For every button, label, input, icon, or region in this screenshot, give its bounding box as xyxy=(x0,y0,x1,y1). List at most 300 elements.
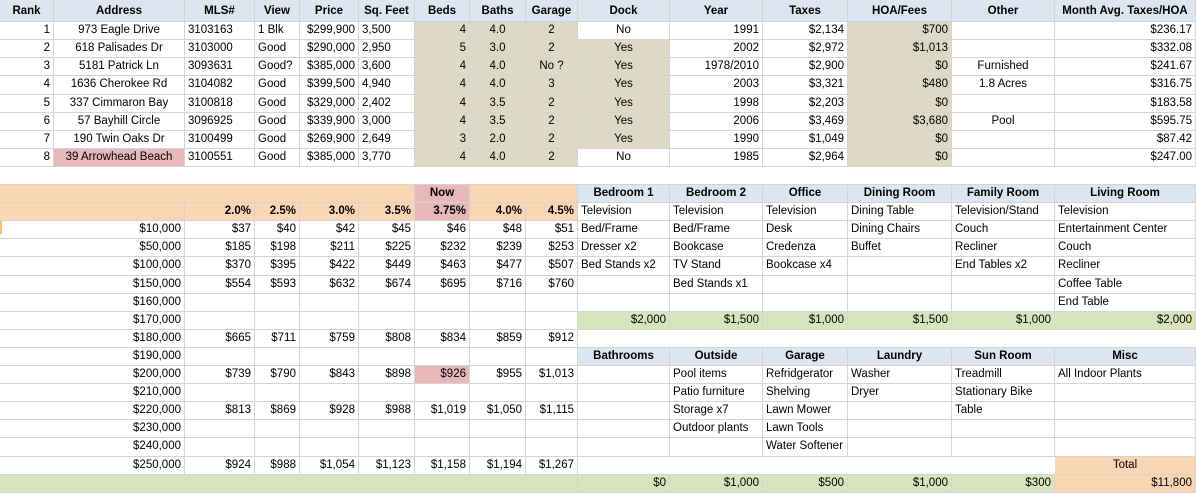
listing-hoa[interactable]: $700 xyxy=(848,22,952,40)
room-item[interactable]: Television xyxy=(670,203,763,221)
monthly-payment[interactable] xyxy=(255,438,300,457)
listing-dock[interactable]: Yes xyxy=(578,113,670,131)
monthly-payment[interactable] xyxy=(359,438,415,457)
monthly-payment[interactable] xyxy=(359,348,415,366)
listing-baths[interactable]: 4.0 xyxy=(470,76,526,95)
header-hoa[interactable]: HOA/Fees xyxy=(848,0,952,22)
monthly-payment[interactable] xyxy=(255,348,300,366)
room-item[interactable] xyxy=(578,420,670,438)
monthly-payment[interactable] xyxy=(185,348,255,366)
listing-month-avg[interactable]: $595.75 xyxy=(1055,113,1196,131)
listing-baths[interactable]: 4.0 xyxy=(470,149,526,167)
monthly-payment[interactable]: $37 xyxy=(185,221,255,239)
loan-amount[interactable]: $240,000 xyxy=(0,438,185,457)
rate-header-band[interactable] xyxy=(0,185,415,203)
room-item[interactable]: Bed Stands x2 xyxy=(578,257,670,276)
loan-amount[interactable]: $250,000 xyxy=(0,457,185,475)
monthly-payment[interactable] xyxy=(185,312,255,330)
room-item[interactable] xyxy=(578,384,670,402)
listing-address[interactable]: 5181 Patrick Ln xyxy=(54,58,185,76)
room-item[interactable]: Bed Stands x1 xyxy=(670,276,763,294)
room-item[interactable]: TV Stand xyxy=(670,257,763,276)
listing-sqft[interactable]: 3,600 xyxy=(359,58,415,76)
monthly-payment[interactable]: $1,050 xyxy=(470,402,526,420)
listing-dock[interactable]: Yes xyxy=(578,131,670,149)
header-address[interactable]: Address xyxy=(54,0,185,22)
monthly-payment[interactable]: $40 xyxy=(255,221,300,239)
monthly-payment[interactable]: $808 xyxy=(359,330,415,348)
listing-other[interactable]: Pool xyxy=(952,113,1055,131)
listing-year[interactable]: 2002 xyxy=(670,40,763,58)
room-item[interactable]: Lawn Mower xyxy=(763,402,848,420)
room-item[interactable] xyxy=(848,276,952,294)
room-item[interactable]: Buffet xyxy=(848,239,952,257)
monthly-payment[interactable] xyxy=(255,384,300,402)
monthly-payment[interactable]: $912 xyxy=(526,330,578,348)
listing-price[interactable]: $339,900 xyxy=(300,113,359,131)
listing-rank[interactable]: 8 xyxy=(0,149,54,167)
room-item[interactable]: Entertainment Center xyxy=(1055,221,1196,239)
listing-baths[interactable]: 2.0 xyxy=(470,131,526,149)
room-header[interactable]: Laundry xyxy=(848,348,952,366)
monthly-payment[interactable]: $45 xyxy=(359,221,415,239)
monthly-payment[interactable] xyxy=(526,438,578,457)
room-item[interactable] xyxy=(670,438,763,457)
listing-hoa[interactable]: $0 xyxy=(848,149,952,167)
monthly-payment[interactable] xyxy=(415,348,470,366)
monthly-payment[interactable]: $813 xyxy=(185,402,255,420)
now-label[interactable]: Now xyxy=(415,185,470,203)
listing-sqft[interactable]: 2,402 xyxy=(359,95,415,113)
room-item[interactable] xyxy=(952,420,1055,438)
listing-sqft[interactable]: 3,770 xyxy=(359,149,415,167)
listing-garage[interactable]: 3 xyxy=(526,76,578,95)
monthly-payment[interactable]: $507 xyxy=(526,257,578,276)
listing-garage[interactable]: No ? xyxy=(526,58,578,76)
monthly-payment[interactable] xyxy=(470,420,526,438)
monthly-payment[interactable]: $928 xyxy=(300,402,359,420)
listing-beds[interactable]: 4 xyxy=(415,22,470,40)
monthly-payment[interactable] xyxy=(300,348,359,366)
room-total[interactable]: $2,000 xyxy=(578,312,670,330)
listing-address[interactable]: 39 Arrowhead Beach xyxy=(54,149,185,167)
listing-taxes[interactable]: $2,203 xyxy=(763,95,848,113)
room-total[interactable]: $1,000 xyxy=(848,475,952,493)
listing-view[interactable]: 1 Blk xyxy=(255,22,300,40)
listing-taxes[interactable]: $2,134 xyxy=(763,22,848,40)
room-item[interactable] xyxy=(848,420,952,438)
monthly-payment[interactable]: $988 xyxy=(359,402,415,420)
listing-garage[interactable]: 2 xyxy=(526,95,578,113)
listing-mls[interactable]: 3100551 xyxy=(185,149,255,167)
listing-address[interactable]: 1636 Cherokee Rd xyxy=(54,76,185,95)
monthly-payment[interactable] xyxy=(526,348,578,366)
listing-beds[interactable]: 3 xyxy=(415,131,470,149)
header-baths[interactable]: Baths xyxy=(470,0,526,22)
room-item[interactable]: Bookcase xyxy=(670,239,763,257)
room-total[interactable]: $300 xyxy=(952,475,1055,493)
monthly-payment[interactable]: $898 xyxy=(359,366,415,384)
monthly-payment[interactable]: $211 xyxy=(300,239,359,257)
loan-amount[interactable]: $190,000 xyxy=(0,348,185,366)
room-item[interactable]: Recliner xyxy=(1055,257,1196,276)
listing-view[interactable]: Good xyxy=(255,40,300,58)
listing-view[interactable]: Good xyxy=(255,95,300,113)
listing-other[interactable] xyxy=(952,95,1055,113)
listing-taxes[interactable]: $2,900 xyxy=(763,58,848,76)
header-price[interactable]: Price xyxy=(300,0,359,22)
monthly-payment[interactable] xyxy=(185,438,255,457)
total-label[interactable]: Total xyxy=(1055,457,1196,475)
room-header[interactable]: Office xyxy=(763,185,848,203)
room-item[interactable]: Bed/Frame xyxy=(578,221,670,239)
monthly-payment[interactable]: $924 xyxy=(185,457,255,475)
monthly-payment[interactable]: $1,194 xyxy=(470,457,526,475)
room-header[interactable]: Family Room xyxy=(952,185,1055,203)
listing-sqft[interactable]: 2,950 xyxy=(359,40,415,58)
room-item[interactable] xyxy=(1055,420,1196,438)
monthly-payment[interactable]: $869 xyxy=(255,402,300,420)
listing-view[interactable]: Good xyxy=(255,131,300,149)
monthly-payment[interactable]: $593 xyxy=(255,276,300,294)
monthly-payment[interactable] xyxy=(415,384,470,402)
room-item[interactable]: Television xyxy=(763,203,848,221)
monthly-payment[interactable] xyxy=(359,420,415,438)
rate-6[interactable]: 4.5% xyxy=(526,203,578,221)
grand-total[interactable]: $11,800 xyxy=(1055,475,1196,493)
monthly-payment[interactable]: $51 xyxy=(526,221,578,239)
listing-sqft[interactable]: 3,000 xyxy=(359,113,415,131)
listing-address[interactable]: 190 Twin Oaks Dr xyxy=(54,131,185,149)
monthly-payment[interactable] xyxy=(185,294,255,312)
listing-rank[interactable]: 5 xyxy=(0,95,54,113)
listing-price[interactable]: $290,000 xyxy=(300,40,359,58)
listing-other[interactable] xyxy=(952,22,1055,40)
monthly-payment[interactable]: $198 xyxy=(255,239,300,257)
monthly-payment[interactable] xyxy=(415,294,470,312)
listing-beds[interactable]: 5 xyxy=(415,40,470,58)
loan-amount[interactable]: $210,000 xyxy=(0,384,185,402)
room-item[interactable]: Dryer xyxy=(848,384,952,402)
room-item[interactable]: Television/Stand xyxy=(952,203,1055,221)
room-item[interactable]: Stationary Bike xyxy=(952,384,1055,402)
header-month-avg[interactable]: Month Avg. Taxes/HOA xyxy=(1055,0,1196,22)
monthly-payment[interactable]: $395 xyxy=(255,257,300,276)
monthly-payment[interactable] xyxy=(526,312,578,330)
listing-dock[interactable]: Yes xyxy=(578,40,670,58)
listing-year[interactable]: 1991 xyxy=(670,22,763,40)
listing-rank[interactable]: 1 xyxy=(0,22,54,40)
monthly-payment[interactable] xyxy=(300,420,359,438)
listing-baths[interactable]: 3.0 xyxy=(470,40,526,58)
rate-1[interactable]: 2.5% xyxy=(255,203,300,221)
monthly-payment[interactable] xyxy=(470,294,526,312)
listing-year[interactable]: 1978/2010 xyxy=(670,58,763,76)
monthly-payment[interactable]: $463 xyxy=(415,257,470,276)
listing-address[interactable]: 973 Eagle Drive xyxy=(54,22,185,40)
room-item[interactable] xyxy=(1055,402,1196,420)
monthly-payment[interactable]: $1,115 xyxy=(526,402,578,420)
room-item[interactable] xyxy=(578,402,670,420)
listing-view[interactable]: Good xyxy=(255,76,300,95)
listing-price[interactable]: $399,500 xyxy=(300,76,359,95)
listing-garage[interactable]: 2 xyxy=(526,149,578,167)
listing-other[interactable] xyxy=(952,131,1055,149)
listing-baths[interactable]: 3.5 xyxy=(470,113,526,131)
header-garage[interactable]: Garage xyxy=(526,0,578,22)
room-item[interactable]: Couch xyxy=(1055,239,1196,257)
header-sqft[interactable]: Sq. Feet xyxy=(359,0,415,22)
monthly-payment[interactable]: $449 xyxy=(359,257,415,276)
listing-address[interactable]: 618 Palisades Dr xyxy=(54,40,185,58)
room-item[interactable]: Shelving xyxy=(763,384,848,402)
listing-garage[interactable]: 2 xyxy=(526,40,578,58)
listing-taxes[interactable]: $1,049 xyxy=(763,131,848,149)
room-item[interactable]: Dining Chairs xyxy=(848,221,952,239)
listing-mls[interactable]: 3104082 xyxy=(185,76,255,95)
loan-amount[interactable]: $160,000 xyxy=(0,294,185,312)
monthly-payment[interactable]: $739 xyxy=(185,366,255,384)
listing-taxes[interactable]: $2,972 xyxy=(763,40,848,58)
room-item[interactable]: Patio furniture xyxy=(670,384,763,402)
listing-month-avg[interactable]: $183.58 xyxy=(1055,95,1196,113)
listing-mls[interactable]: 3096925 xyxy=(185,113,255,131)
monthly-payment[interactable] xyxy=(470,312,526,330)
monthly-payment[interactable]: $1,019 xyxy=(415,402,470,420)
listing-beds[interactable]: 4 xyxy=(415,58,470,76)
rate-header-band[interactable] xyxy=(470,185,578,203)
room-header[interactable]: Bedroom 1 xyxy=(578,185,670,203)
listing-price[interactable]: $385,000 xyxy=(300,58,359,76)
room-item[interactable]: Bed/Frame xyxy=(670,221,763,239)
listing-hoa[interactable]: $480 xyxy=(848,76,952,95)
monthly-payment[interactable]: $632 xyxy=(300,276,359,294)
listing-dock[interactable]: Yes xyxy=(578,58,670,76)
room-item[interactable]: Dresser x2 xyxy=(578,239,670,257)
room-item[interactable] xyxy=(952,276,1055,294)
monthly-payment[interactable]: $1,267 xyxy=(526,457,578,475)
listing-baths[interactable]: 4.0 xyxy=(470,22,526,40)
monthly-payment[interactable] xyxy=(526,384,578,402)
monthly-payment[interactable] xyxy=(526,294,578,312)
listing-mls[interactable]: 3103163 xyxy=(185,22,255,40)
loan-amount[interactable]: $100,000 xyxy=(0,257,185,276)
room-item[interactable] xyxy=(848,294,952,312)
header-mls[interactable]: MLS# xyxy=(185,0,255,22)
listing-other[interactable]: Furnished xyxy=(952,58,1055,76)
monthly-payment[interactable] xyxy=(359,384,415,402)
room-header[interactable]: Outside xyxy=(670,348,763,366)
room-item[interactable]: Television xyxy=(1055,203,1196,221)
monthly-payment[interactable]: $1,123 xyxy=(359,457,415,475)
monthly-payment[interactable]: $988 xyxy=(255,457,300,475)
room-item[interactable]: Storage x7 xyxy=(670,402,763,420)
loan-amount[interactable]: $230,000 xyxy=(0,420,185,438)
listing-garage[interactable]: 2 xyxy=(526,113,578,131)
listing-beds[interactable]: 4 xyxy=(415,149,470,167)
listing-view[interactable]: Good xyxy=(255,149,300,167)
monthly-payment[interactable] xyxy=(470,384,526,402)
monthly-payment[interactable] xyxy=(415,438,470,457)
monthly-payment[interactable] xyxy=(359,312,415,330)
loan-amount[interactable]: $180,000 xyxy=(0,330,185,348)
listing-beds[interactable]: 4 xyxy=(415,95,470,113)
monthly-payment[interactable]: $716 xyxy=(470,276,526,294)
listing-mls[interactable]: 3093631 xyxy=(185,58,255,76)
header-taxes[interactable]: Taxes xyxy=(763,0,848,22)
listing-dock[interactable]: Yes xyxy=(578,76,670,95)
room-item[interactable]: Desk xyxy=(763,221,848,239)
room-item[interactable]: Washer xyxy=(848,366,952,384)
listing-baths[interactable]: 3.5 xyxy=(470,95,526,113)
room-item[interactable] xyxy=(670,294,763,312)
listing-year[interactable]: 1998 xyxy=(670,95,763,113)
monthly-payment[interactable] xyxy=(300,294,359,312)
monthly-payment[interactable]: $674 xyxy=(359,276,415,294)
monthly-payment[interactable] xyxy=(185,384,255,402)
listing-taxes[interactable]: $2,964 xyxy=(763,149,848,167)
monthly-payment[interactable]: $232 xyxy=(415,239,470,257)
listing-month-avg[interactable]: $236.17 xyxy=(1055,22,1196,40)
room-header[interactable]: Sun Room xyxy=(952,348,1055,366)
listing-month-avg[interactable]: $241.67 xyxy=(1055,58,1196,76)
monthly-payment[interactable]: $711 xyxy=(255,330,300,348)
header-view[interactable]: View xyxy=(255,0,300,22)
room-item[interactable]: Table xyxy=(952,402,1055,420)
monthly-payment[interactable] xyxy=(415,420,470,438)
monthly-payment[interactable] xyxy=(415,312,470,330)
monthly-payment[interactable]: $370 xyxy=(185,257,255,276)
room-item[interactable] xyxy=(848,257,952,276)
room-item[interactable] xyxy=(952,294,1055,312)
listing-view[interactable]: Good xyxy=(255,113,300,131)
listing-mls[interactable]: 3100499 xyxy=(185,131,255,149)
room-item[interactable] xyxy=(578,438,670,457)
monthly-payment[interactable]: $48 xyxy=(470,221,526,239)
monthly-payment[interactable]: $225 xyxy=(359,239,415,257)
listing-year[interactable]: 2003 xyxy=(670,76,763,95)
monthly-payment[interactable]: $665 xyxy=(185,330,255,348)
room-item[interactable]: Treadmill xyxy=(952,366,1055,384)
room-item[interactable] xyxy=(952,438,1055,457)
listing-other[interactable]: 1.8 Acres xyxy=(952,76,1055,95)
listing-mls[interactable]: 3100818 xyxy=(185,95,255,113)
listing-address[interactable]: 337 Cimmaron Bay xyxy=(54,95,185,113)
room-total[interactable]: $0 xyxy=(578,475,670,493)
room-item[interactable]: End Table xyxy=(1055,294,1196,312)
listing-month-avg[interactable]: $316.75 xyxy=(1055,76,1196,95)
monthly-payment[interactable]: $926 xyxy=(415,366,470,384)
room-header[interactable]: Bathrooms xyxy=(578,348,670,366)
room-item[interactable] xyxy=(763,276,848,294)
monthly-payment[interactable] xyxy=(300,438,359,457)
monthly-payment[interactable]: $695 xyxy=(415,276,470,294)
loan-amount[interactable]: $200,000 xyxy=(0,366,185,384)
room-item[interactable] xyxy=(1055,438,1196,457)
monthly-payment[interactable]: $759 xyxy=(300,330,359,348)
room-item[interactable]: Pool items xyxy=(670,366,763,384)
totals-band[interactable] xyxy=(0,475,578,493)
room-header[interactable]: Bedroom 2 xyxy=(670,185,763,203)
monthly-payment[interactable]: $42 xyxy=(300,221,359,239)
listing-rank[interactable]: 7 xyxy=(0,131,54,149)
room-item[interactable] xyxy=(1055,384,1196,402)
room-item[interactable]: Coffee Table xyxy=(1055,276,1196,294)
room-total[interactable]: $1,000 xyxy=(670,475,763,493)
room-total[interactable]: $1,500 xyxy=(670,312,763,330)
listing-other[interactable] xyxy=(952,149,1055,167)
room-item[interactable]: Credenza xyxy=(763,239,848,257)
header-other[interactable]: Other xyxy=(952,0,1055,22)
header-rank[interactable]: Rank xyxy=(0,0,54,22)
listing-price[interactable]: $385,000 xyxy=(300,149,359,167)
room-header[interactable]: Dining Room xyxy=(848,185,952,203)
listing-address[interactable]: 57 Bayhill Circle xyxy=(54,113,185,131)
rate-3[interactable]: 3.5% xyxy=(359,203,415,221)
loan-amount[interactable]: $170,000 xyxy=(0,312,185,330)
listing-baths[interactable]: 4.0 xyxy=(470,58,526,76)
rate-0[interactable]: 2.0% xyxy=(185,203,255,221)
room-item[interactable] xyxy=(848,438,952,457)
room-item[interactable]: Bookcase x4 xyxy=(763,257,848,276)
listing-year[interactable]: 2006 xyxy=(670,113,763,131)
loan-amount[interactable]: $50,000 xyxy=(0,239,185,257)
listing-mls[interactable]: 3103000 xyxy=(185,40,255,58)
listing-price[interactable]: $329,000 xyxy=(300,95,359,113)
monthly-payment[interactable] xyxy=(470,438,526,457)
monthly-payment[interactable]: $859 xyxy=(470,330,526,348)
room-total[interactable]: $1,000 xyxy=(952,312,1055,330)
loan-amount[interactable]: $150,000 xyxy=(0,276,185,294)
listing-month-avg[interactable]: $87.42 xyxy=(1055,131,1196,149)
listing-rank[interactable]: 2 xyxy=(0,40,54,58)
listing-month-avg[interactable]: $332.08 xyxy=(1055,40,1196,58)
listing-year[interactable]: 1985 xyxy=(670,149,763,167)
listing-other[interactable] xyxy=(952,40,1055,58)
monthly-payment[interactable] xyxy=(255,420,300,438)
listing-hoa[interactable]: $3,680 xyxy=(848,113,952,131)
room-item[interactable]: Television xyxy=(578,203,670,221)
listing-sqft[interactable]: 4,940 xyxy=(359,76,415,95)
monthly-payment[interactable]: $477 xyxy=(470,257,526,276)
listing-dock[interactable]: No xyxy=(578,149,670,167)
room-item[interactable] xyxy=(578,294,670,312)
listing-hoa[interactable]: $0 xyxy=(848,131,952,149)
monthly-payment[interactable]: $760 xyxy=(526,276,578,294)
monthly-payment[interactable]: $239 xyxy=(470,239,526,257)
room-header[interactable]: Garage xyxy=(763,348,848,366)
monthly-payment[interactable]: $790 xyxy=(255,366,300,384)
listing-rank[interactable]: 3 xyxy=(0,58,54,76)
monthly-payment[interactable] xyxy=(300,384,359,402)
room-header[interactable]: Living Room xyxy=(1055,185,1196,203)
listing-beds[interactable]: 4 xyxy=(415,76,470,95)
header-beds[interactable]: Beds xyxy=(415,0,470,22)
room-total[interactable]: $1,000 xyxy=(763,312,848,330)
listing-sqft[interactable]: 2,649 xyxy=(359,131,415,149)
monthly-payment[interactable] xyxy=(359,294,415,312)
room-item[interactable] xyxy=(578,276,670,294)
listing-rank[interactable]: 6 xyxy=(0,113,54,131)
monthly-payment[interactable]: $1,158 xyxy=(415,457,470,475)
room-item[interactable]: End Tables x2 xyxy=(952,257,1055,276)
monthly-payment[interactable]: $46 xyxy=(415,221,470,239)
monthly-payment[interactable] xyxy=(185,420,255,438)
rate-5[interactable]: 4.0% xyxy=(470,203,526,221)
monthly-payment[interactable]: $554 xyxy=(185,276,255,294)
room-item[interactable] xyxy=(763,294,848,312)
loan-amount[interactable]: $10,000 xyxy=(0,221,185,239)
